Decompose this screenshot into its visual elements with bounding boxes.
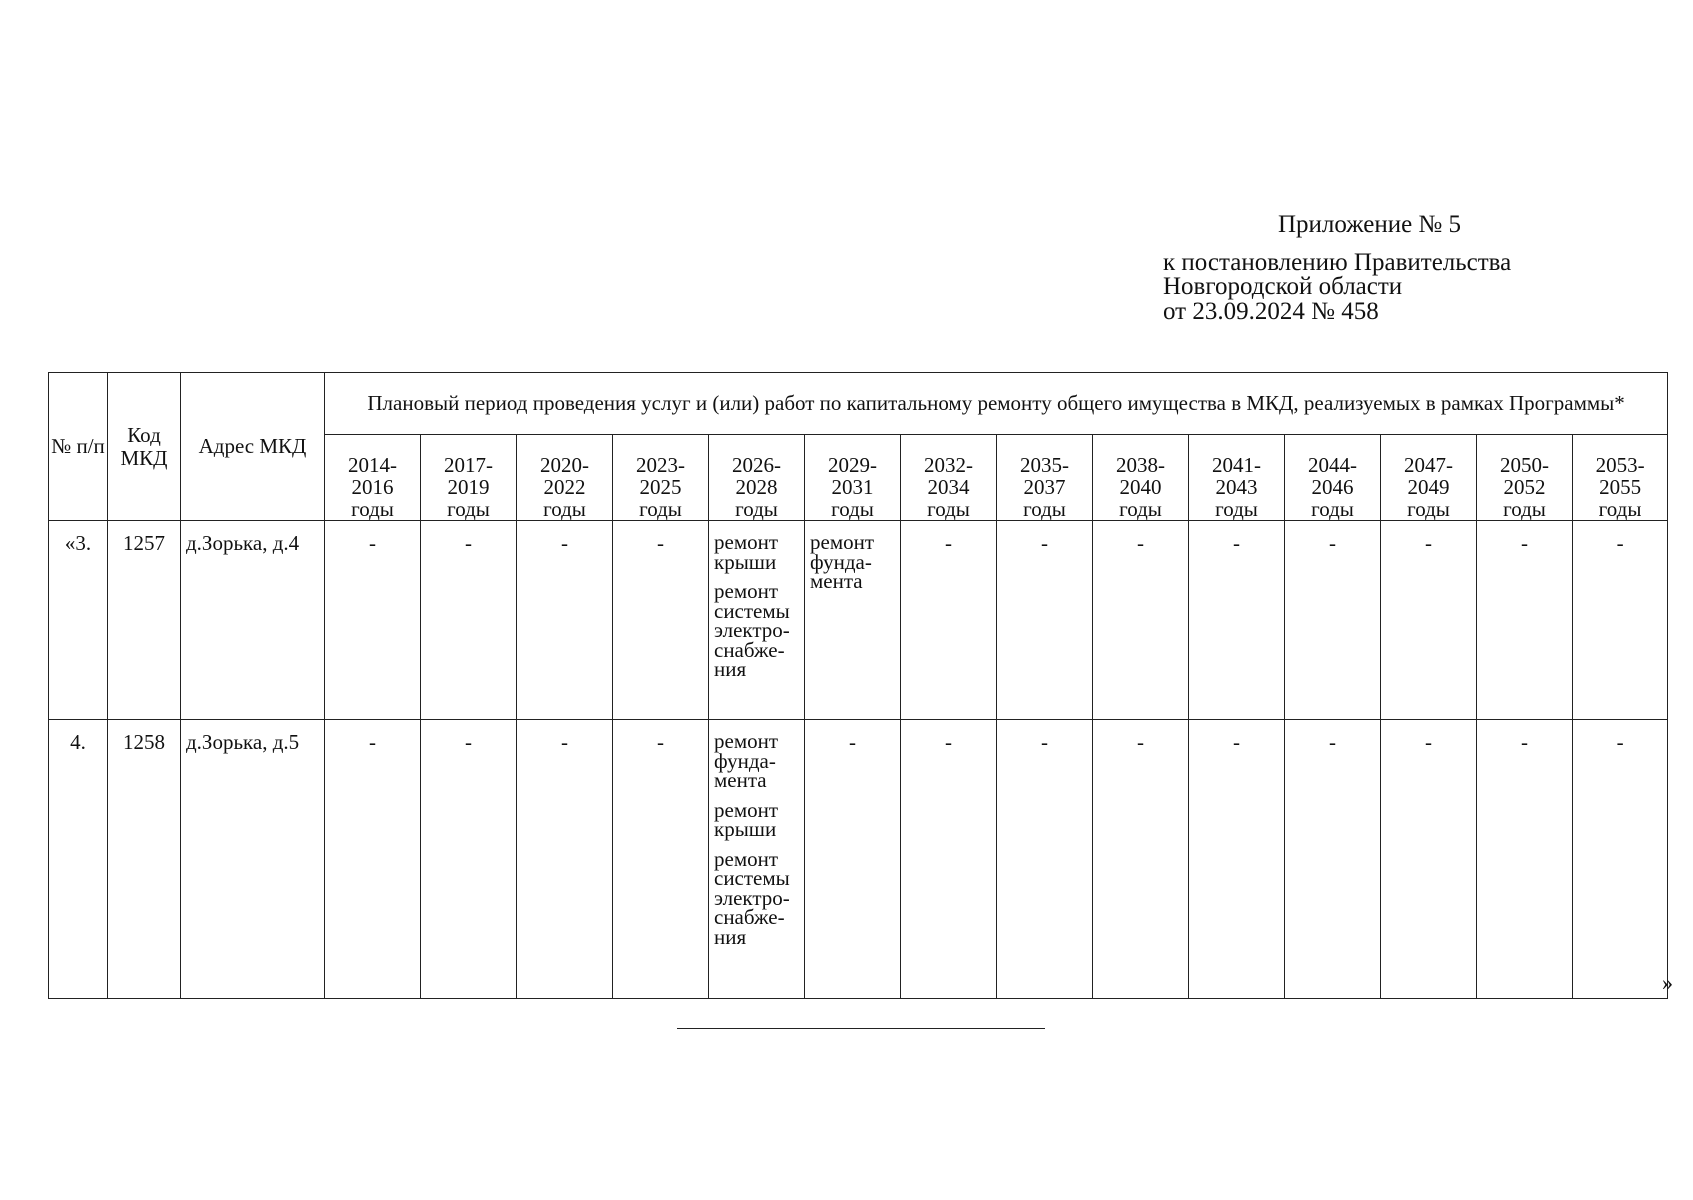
row-number: 4.: [49, 720, 108, 999]
empty-period-cell: -: [901, 720, 997, 999]
header-year-period: [901, 435, 997, 521]
empty-period-cell: -: [901, 521, 997, 720]
footnote-rule: [677, 1028, 1045, 1029]
closing-quote: »: [1662, 970, 1673, 995]
header-code: Код МКД: [108, 373, 181, 521]
year-label-part: 2023-: [636, 452, 685, 477]
year-label-part: 2041-: [1212, 452, 1261, 477]
year-label-part: годы: [351, 496, 394, 521]
empty-period-cell: -: [1477, 521, 1573, 720]
empty-period-cell: -: [1381, 521, 1477, 720]
table-row: [49, 720, 1668, 999]
work-item: ремонт системы электро-снабже-ния: [714, 846, 790, 949]
year-label-part: 2022: [543, 474, 586, 499]
row-code: 1258: [108, 720, 181, 999]
work-item: ремонт крыши: [714, 530, 779, 574]
year-label-part: 2025: [639, 474, 682, 499]
appendix-resolution: к постановлению Правительства: [1163, 249, 1512, 276]
empty-period-cell: -: [1477, 720, 1573, 999]
year-label-part: годы: [1023, 496, 1066, 521]
year-label-part: 2044-: [1308, 452, 1357, 477]
work-item: ремонт фунда-мента: [810, 530, 875, 594]
table-row: [49, 521, 1668, 720]
empty-period-cell: -: [325, 521, 421, 720]
year-label-part: годы: [735, 496, 778, 521]
empty-period-cell: -: [1093, 720, 1189, 999]
work-cell: [709, 521, 805, 720]
year-label-part: 2014-: [348, 452, 397, 477]
year-label-part: 2047-: [1404, 452, 1453, 477]
year-label-part: годы: [1119, 496, 1162, 521]
empty-period-cell: -: [1189, 720, 1285, 999]
row-address: д.Зорька, д.5: [181, 720, 325, 999]
year-label-part: 2029-: [828, 452, 877, 477]
year-label-part: 2055: [1599, 474, 1642, 499]
header-year-period: [1093, 435, 1189, 521]
work-cell: [709, 720, 805, 999]
year-label-part: 2040: [1119, 474, 1162, 499]
row-code: 1257: [108, 521, 181, 720]
year-label-part: 2046: [1311, 474, 1354, 499]
year-label-part: годы: [639, 496, 682, 521]
year-label-part: 2049: [1407, 474, 1450, 499]
empty-period-cell: -: [1093, 521, 1189, 720]
empty-period-cell: -: [421, 720, 517, 999]
year-label-part: 2028: [735, 474, 778, 499]
year-label-part: годы: [1503, 496, 1546, 521]
year-label-part: 2053-: [1595, 452, 1645, 477]
header-year-period: [1477, 435, 1573, 521]
row-number: «3.: [49, 521, 108, 720]
year-label-part: 2016: [351, 474, 394, 499]
empty-period-cell: -: [1381, 720, 1477, 999]
year-label-part: годы: [1598, 496, 1642, 521]
year-label-part: годы: [1215, 496, 1258, 521]
year-label-part: годы: [1311, 496, 1354, 521]
empty-period-cell: -: [517, 720, 613, 999]
empty-period-cell: -: [613, 720, 709, 999]
work-item: ремонт фунда-мента: [714, 729, 779, 793]
empty-period-cell: -: [1285, 720, 1381, 999]
work-cell: [805, 521, 901, 720]
empty-period-cell: -: [325, 720, 421, 999]
header-year-period: [1285, 435, 1381, 521]
appendix-number: Приложение № 5: [1278, 211, 1462, 238]
year-label-part: годы: [543, 496, 586, 521]
header-address: Адрес МКД: [181, 373, 325, 521]
year-label-part: 2026-: [732, 452, 781, 477]
empty-period-cell: -: [997, 521, 1093, 720]
header-year-period: [997, 435, 1093, 521]
empty-period-cell: -: [613, 521, 709, 720]
year-label-part: 2043: [1215, 474, 1258, 499]
header-year-period: [421, 435, 517, 521]
header-year-period: [517, 435, 613, 521]
header-year-period: [613, 435, 709, 521]
empty-period-cell: -: [997, 720, 1093, 999]
year-label-part: 2019: [447, 474, 490, 499]
year-label-part: 2052: [1503, 474, 1546, 499]
year-label-part: 2050-: [1500, 452, 1549, 477]
empty-period-cell: -: [805, 720, 901, 999]
row-address: д.Зорька, д.4: [181, 521, 325, 720]
work-item: ремонт системы электро-снабже-ния: [714, 579, 790, 682]
header-year-period: [709, 435, 805, 521]
year-label-part: 2032-: [924, 452, 973, 477]
header-num: № п/п: [49, 373, 108, 521]
empty-period-cell: -: [1189, 521, 1285, 720]
header-year-period: [805, 435, 901, 521]
year-label-part: годы: [927, 496, 970, 521]
year-label-part: годы: [1407, 496, 1450, 521]
year-label-part: 2031: [831, 474, 874, 499]
year-label-part: годы: [447, 496, 490, 521]
year-label-part: годы: [831, 496, 874, 521]
year-label-part: 2034: [927, 474, 970, 499]
header-year-period: [1189, 435, 1285, 521]
header-period: Плановый период проведения услуг и (или) работ по капитальному ремонту общего имущества в МКД, реализуемых в рамках Программы*: [325, 373, 1668, 435]
year-label-part: 2020-: [540, 452, 589, 477]
year-label-part: 2035-: [1020, 452, 1069, 477]
empty-period-cell: -: [1573, 521, 1668, 720]
year-label-part: 2017-: [444, 452, 493, 477]
header-year-period: [1381, 435, 1477, 521]
year-label-part: 2037: [1023, 474, 1066, 499]
empty-period-cell: -: [421, 521, 517, 720]
header-year-period: [1573, 435, 1668, 521]
empty-period-cell: -: [517, 521, 613, 720]
repair-schedule-table: [48, 372, 1668, 999]
appendix-region: Новгородской области: [1163, 273, 1403, 300]
empty-period-cell: -: [1285, 521, 1381, 720]
year-label-part: 2038-: [1116, 452, 1165, 477]
header-year-period: [325, 435, 421, 521]
work-item: ремонт крыши: [714, 797, 779, 842]
empty-period-cell: -: [1573, 720, 1668, 999]
appendix-date: от 23.09.2024 № 458: [1163, 298, 1379, 325]
